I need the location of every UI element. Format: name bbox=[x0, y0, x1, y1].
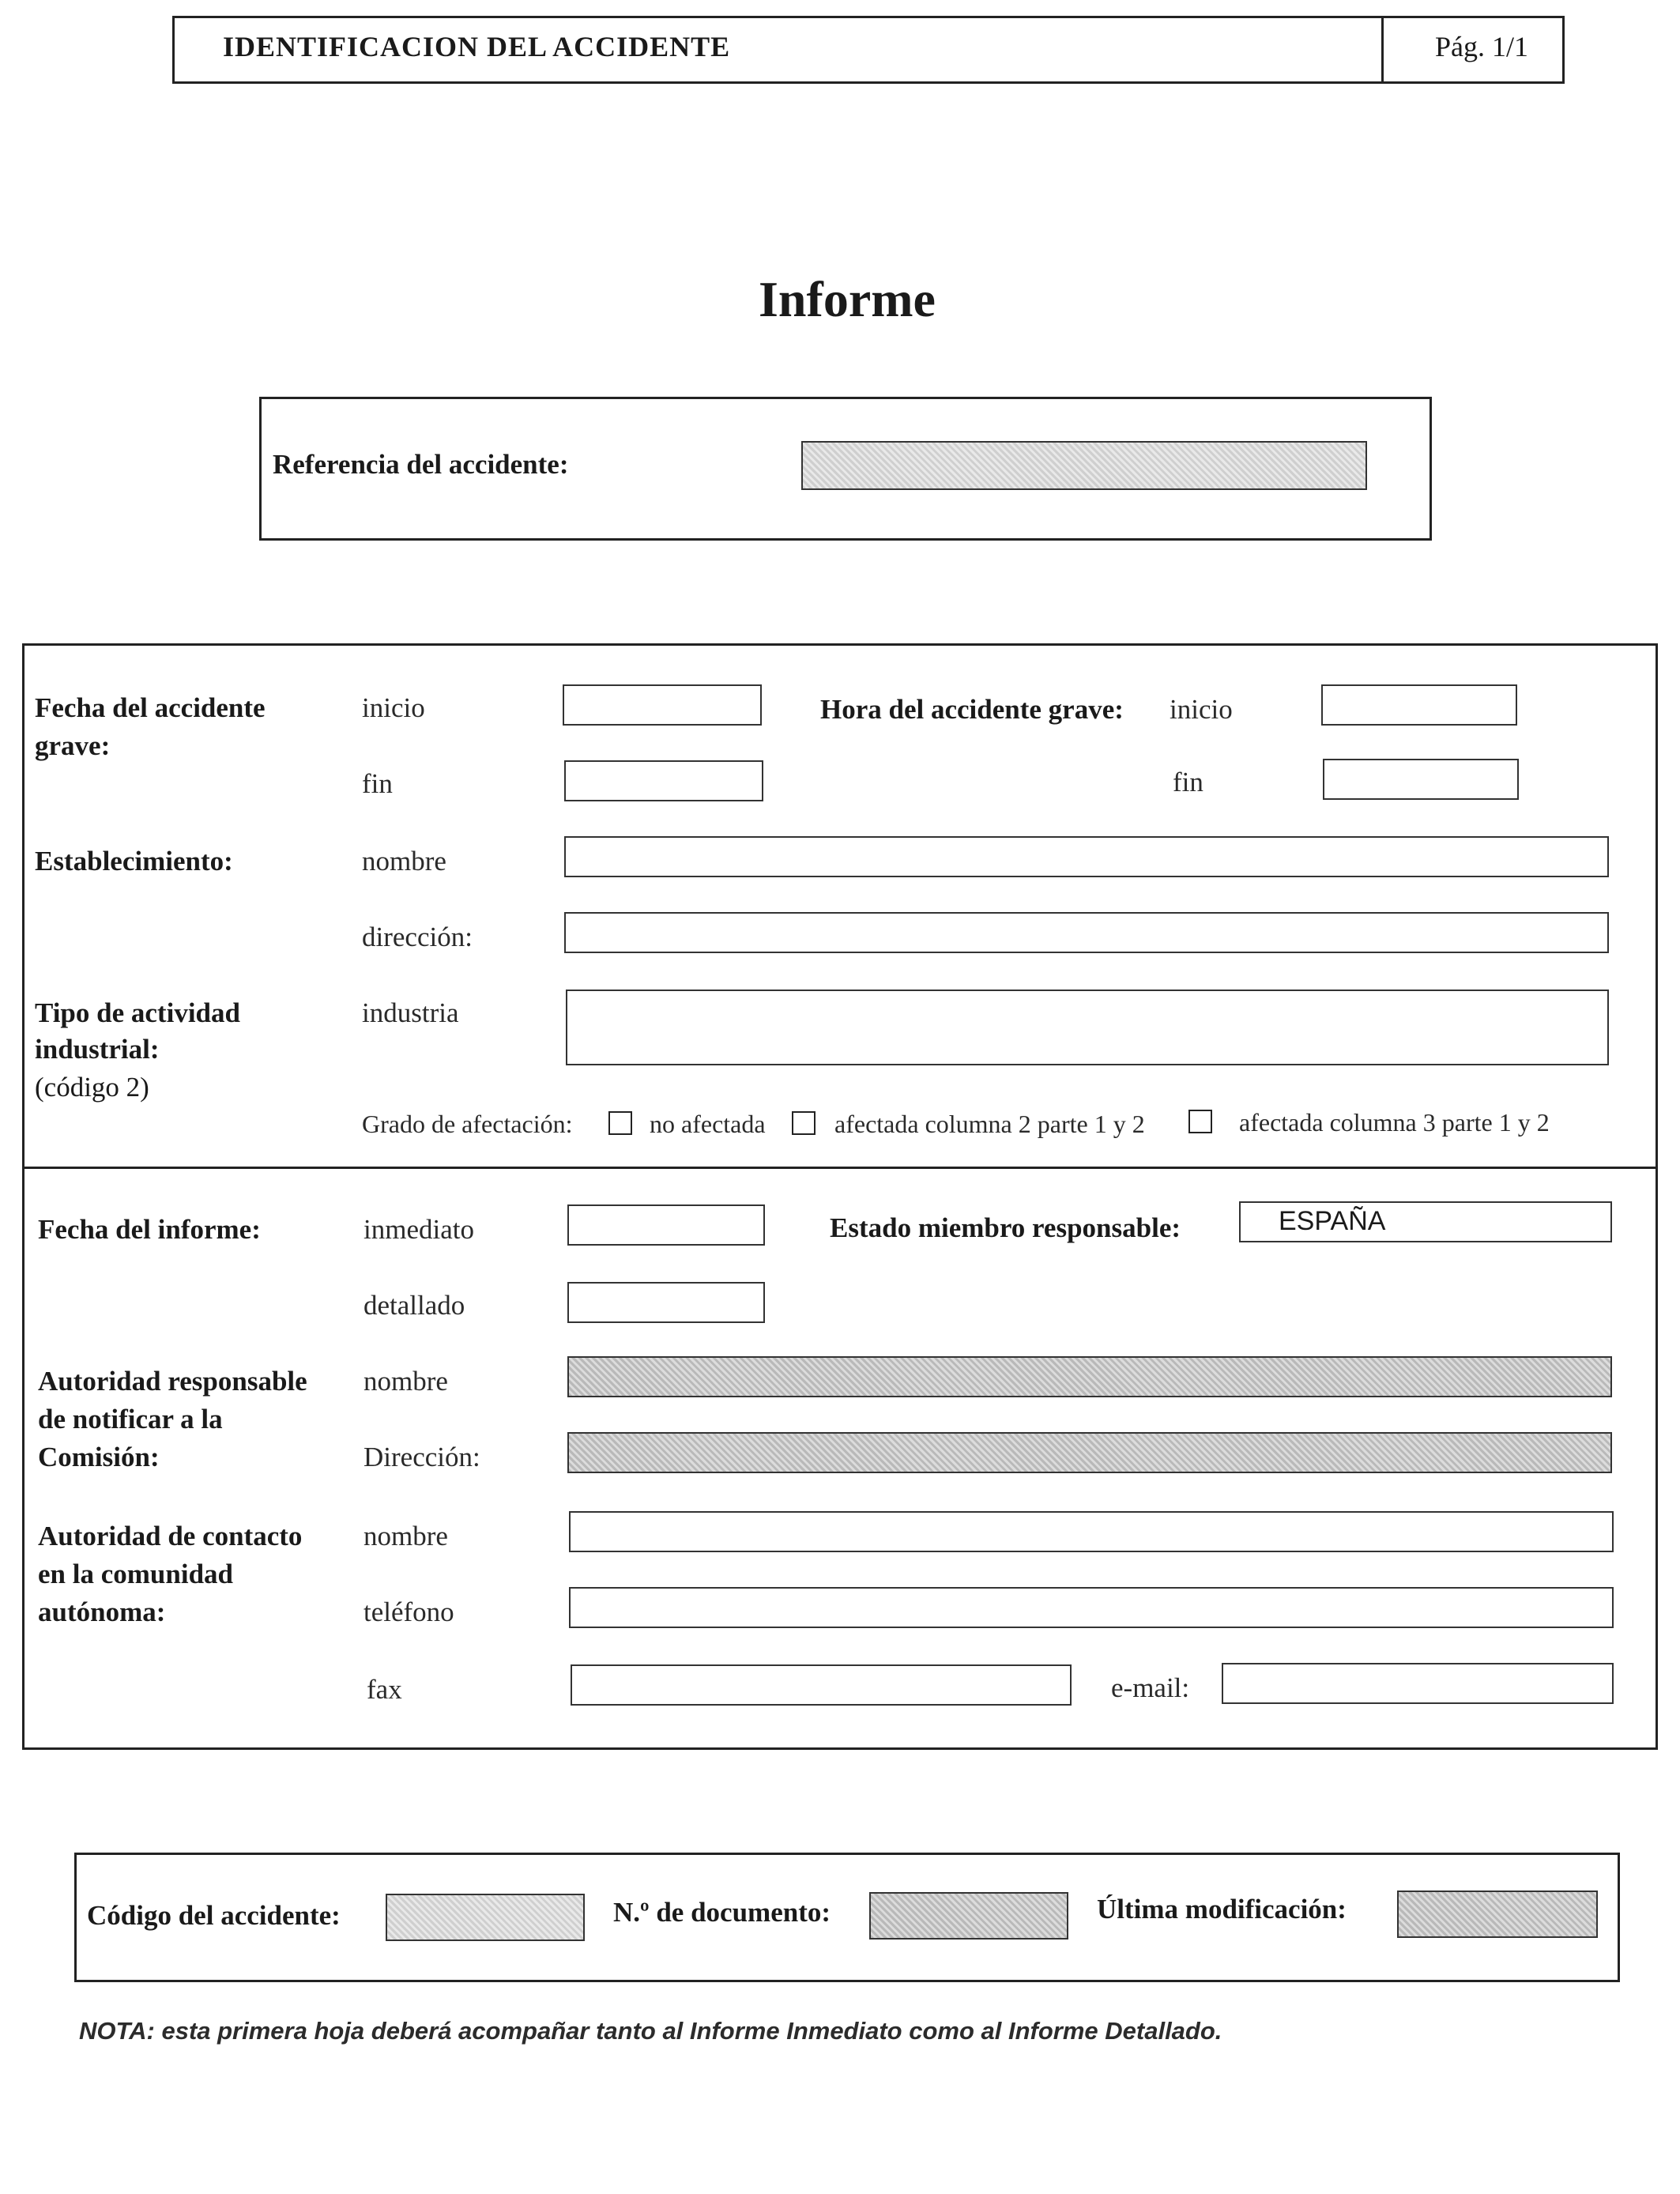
documento-field[interactable] bbox=[869, 1892, 1068, 1940]
contacto-nombre-field[interactable] bbox=[569, 1511, 1614, 1552]
establecimiento-nombre-field[interactable] bbox=[564, 836, 1609, 877]
hora-fin-label: fin bbox=[1173, 767, 1203, 797]
contacto-telefono-label: teléfono bbox=[363, 1596, 454, 1627]
estado-miembro-label: Estado miembro responsable: bbox=[830, 1212, 1181, 1243]
header-divider bbox=[1381, 16, 1384, 84]
codigo-accidente-label: Código del accidente: bbox=[87, 1900, 341, 1931]
tipo-actividad-label-1: Tipo de actividad bbox=[35, 997, 240, 1028]
fecha-fin-field[interactable] bbox=[564, 760, 763, 801]
fecha-accidente-label-1: Fecha del accidente bbox=[35, 692, 266, 723]
autoridad-contacto-label-1: Autoridad de contacto bbox=[38, 1521, 303, 1551]
option-afectada-columna-3: afectada columna 3 parte 1 y 2 bbox=[1239, 1108, 1550, 1137]
establecimiento-label: Establecimiento: bbox=[35, 846, 233, 876]
tipo-actividad-label-3: (código 2) bbox=[35, 1072, 149, 1103]
option-no-afectada: no afectada bbox=[650, 1110, 766, 1138]
fecha-fin-label: fin bbox=[362, 768, 393, 799]
autoridad-responsable-nombre-label: nombre bbox=[363, 1366, 448, 1397]
detallado-field[interactable] bbox=[567, 1282, 765, 1323]
tipo-actividad-label-2: industrial: bbox=[35, 1034, 160, 1065]
page-number: Pág. 1/1 bbox=[1435, 31, 1529, 62]
establecimiento-nombre-label: nombre bbox=[362, 846, 446, 876]
option-afectada-columna-2: afectada columna 2 parte 1 y 2 bbox=[834, 1110, 1145, 1138]
contacto-telefono-field[interactable] bbox=[569, 1587, 1614, 1628]
hora-inicio-field[interactable] bbox=[1321, 684, 1517, 726]
detallado-label: detallado bbox=[363, 1290, 465, 1321]
industria-label: industria bbox=[362, 997, 459, 1028]
checkbox-afectada-columna-2[interactable] bbox=[792, 1111, 816, 1135]
contacto-fax-label: fax bbox=[367, 1674, 402, 1705]
codigo-accidente-field[interactable] bbox=[386, 1894, 585, 1941]
autoridad-contacto-label-2: en la comunidad bbox=[38, 1559, 233, 1589]
checkbox-afectada-columna-3[interactable] bbox=[1188, 1110, 1212, 1133]
autoridad-responsable-label-1: Autoridad responsable bbox=[38, 1366, 307, 1397]
industria-field[interactable] bbox=[566, 990, 1609, 1065]
fecha-informe-label: Fecha del informe: bbox=[38, 1214, 261, 1245]
contacto-fax-field[interactable] bbox=[571, 1664, 1072, 1706]
estado-miembro-value: ESPAÑA bbox=[1279, 1206, 1386, 1236]
header-title: IDENTIFICACION DEL ACCIDENTE bbox=[223, 31, 731, 62]
nota-text: NOTA: esta primera hoja deberá acompañar tanto al Informe Inmediato como al Informe Detallado. bbox=[79, 2017, 1222, 2045]
main-form-box bbox=[22, 643, 1658, 1750]
page-title: Informe bbox=[759, 271, 936, 327]
establecimiento-direccion-field[interactable] bbox=[564, 912, 1609, 953]
contacto-nombre-label: nombre bbox=[363, 1521, 448, 1551]
documento-label: N.º de documento: bbox=[613, 1897, 831, 1928]
hora-inicio-label: inicio bbox=[1170, 694, 1233, 725]
autoridad-responsable-nombre-field[interactable] bbox=[567, 1356, 1612, 1397]
fecha-accidente-label-2: grave: bbox=[35, 730, 111, 761]
contacto-email-label: e-mail: bbox=[1111, 1672, 1190, 1703]
contacto-email-field[interactable] bbox=[1222, 1663, 1614, 1704]
autoridad-responsable-label-3: Comisión: bbox=[38, 1442, 160, 1472]
reference-label: Referencia del accidente: bbox=[273, 449, 569, 480]
reference-field[interactable] bbox=[801, 441, 1367, 490]
grado-afectacion-label: Grado de afectación: bbox=[362, 1110, 573, 1138]
fecha-inicio-label: inicio bbox=[362, 692, 425, 723]
inmediato-label: inmediato bbox=[363, 1214, 474, 1245]
autoridad-contacto-label-3: autónoma: bbox=[38, 1596, 166, 1627]
modificacion-field[interactable] bbox=[1397, 1891, 1598, 1938]
hora-fin-field[interactable] bbox=[1323, 759, 1519, 800]
section-divider bbox=[22, 1167, 1658, 1169]
fecha-inicio-field[interactable] bbox=[563, 684, 762, 726]
inmediato-field[interactable] bbox=[567, 1204, 765, 1246]
hora-accidente-label: Hora del accidente grave: bbox=[820, 694, 1124, 725]
establecimiento-direccion-label: dirección: bbox=[362, 922, 473, 952]
checkbox-no-afectada[interactable] bbox=[608, 1111, 632, 1135]
autoridad-responsable-label-2: de notificar a la bbox=[38, 1404, 223, 1434]
autoridad-responsable-direccion-field[interactable] bbox=[567, 1432, 1612, 1473]
autoridad-responsable-direccion-label: Dirección: bbox=[363, 1442, 480, 1472]
modificacion-label: Última modificación: bbox=[1097, 1894, 1347, 1924]
